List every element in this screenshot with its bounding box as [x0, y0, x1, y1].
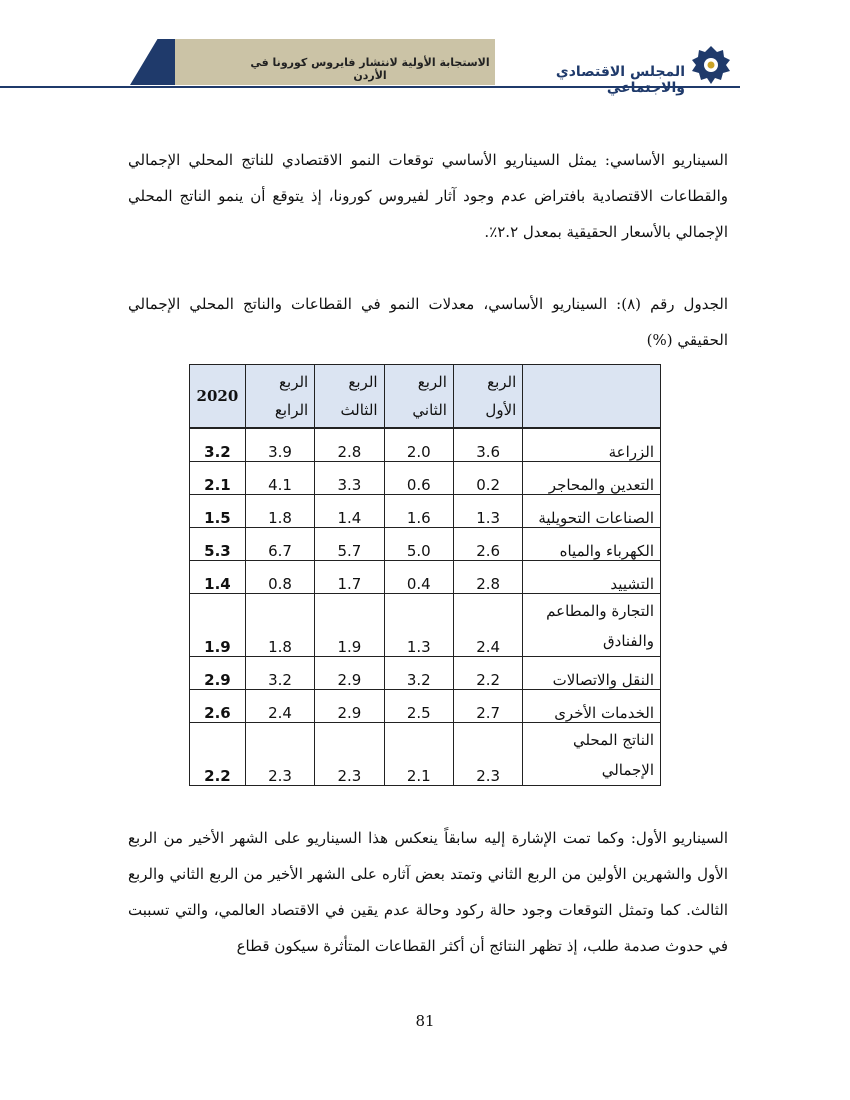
table-row — [190, 528, 661, 561]
q2-cell: 2.5 — [384, 690, 453, 723]
sector-cell: الخدمات الأخرى — [523, 690, 661, 723]
growth-rates-table — [189, 364, 661, 786]
q2-cell: 3.2 — [384, 657, 453, 690]
year-total-cell: 2.6 — [190, 690, 246, 723]
q3-cell: 3.3 — [315, 462, 384, 495]
q2-cell: 0.4 — [384, 561, 453, 594]
q1-cell: 2.6 — [453, 528, 522, 561]
q3-cell: 1.4 — [315, 495, 384, 528]
q2-cell: 0.6 — [384, 462, 453, 495]
sector-cell: الكهرباء والمياه — [523, 528, 661, 561]
sector-cell: النقل والاتصالات — [523, 657, 661, 690]
q1-cell: 3.6 — [453, 428, 522, 462]
sector-cell: التشييد — [523, 561, 661, 594]
q1-cell: 2.8 — [453, 561, 522, 594]
q2-cell: 1.3 — [384, 594, 453, 657]
q4-cell: 3.2 — [245, 657, 314, 690]
table-header-row — [190, 365, 661, 429]
q2-cell: 1.6 — [384, 495, 453, 528]
q4-cell: 2.3 — [245, 723, 314, 786]
header-q1: الربع الأول — [453, 365, 522, 429]
header-q2: الربع الثاني — [384, 365, 453, 429]
sector-cell: الزراعة — [523, 428, 661, 462]
year-total-cell: 5.3 — [190, 528, 246, 561]
year-total-cell: 1.9 — [190, 594, 246, 657]
baseline-scenario-paragraph: السيناريو الأساسي: يمثل السيناريو الأساسي توقعات النمو الاقتصادي للناتج المحلي الإجمالي والقطاعات الاقتصادية بافتراض عدم وجود آثار لفيروس كورونا، إذ يتوقع أن ينمو الناتج المحلي الإجمالي بالأسعار الحقيقية بمعدل ٢.٢٪. — [128, 151, 728, 241]
q1-cell: 1.3 — [453, 495, 522, 528]
table-row-gdp-total — [190, 723, 661, 786]
q4-cell: 1.8 — [245, 594, 314, 657]
q3-cell: 5.7 — [315, 528, 384, 561]
org-name: المجلس الاقتصادي والاجتماعي — [555, 64, 685, 96]
q4-cell: 0.8 — [245, 561, 314, 594]
table-row — [190, 428, 661, 462]
table-row — [190, 462, 661, 495]
q3-cell: 2.8 — [315, 428, 384, 462]
q1-cell: 2.7 — [453, 690, 522, 723]
sector-cell: التعدين والمحاجر — [523, 462, 661, 495]
q3-cell: 2.3 — [315, 723, 384, 786]
q1-cell: 0.2 — [453, 462, 522, 495]
page-header — [0, 0, 850, 100]
year-total-cell: 2.2 — [190, 723, 246, 786]
table-caption: الجدول رقم (٨): السيناريو الأساسي، معدلات النمو في القطاعات والناتج المحلي الإجمالي الحقيقي (%) — [128, 295, 728, 349]
report-title: الاستجابة الأولية لانتشار فايروس كورونا في الأردن — [250, 56, 490, 82]
table-row — [190, 495, 661, 528]
table-row — [190, 690, 661, 723]
first-scenario-paragraph: السيناريو الأول: وكما تمت الإشارة إليه سابقاً ينعكس هذا السيناريو على الشهر الأخير من الربع الأول والشهرين الأولين من الربع الثاني وتمتد بعض آثاره على الشهر الأخير من الربع الثاني والربع الثالث. كما وتمثل التوقعات وجود حالة ركود وحالة عدم يقين في الاقتصاد العالمي، والتي تسببت في حدوث صدمة طلب، إذ تظهر النتائج أن أكثر القطاعات المتأثرة سيكون قطاع — [128, 829, 728, 955]
q4-cell: 1.8 — [245, 495, 314, 528]
q4-cell: 4.1 — [245, 462, 314, 495]
q2-cell: 2.0 — [384, 428, 453, 462]
q2-cell: 2.1 — [384, 723, 453, 786]
page-number: 81 — [415, 1012, 435, 1030]
year-total-cell: 2.1 — [190, 462, 246, 495]
q1-cell: 2.4 — [453, 594, 522, 657]
q4-cell: 2.4 — [245, 690, 314, 723]
sector-cell: الصناعات التحويلية — [523, 495, 661, 528]
year-total-cell: 1.5 — [190, 495, 246, 528]
q3-cell: 1.9 — [315, 594, 384, 657]
q1-cell: 2.3 — [453, 723, 522, 786]
table-row — [190, 561, 661, 594]
header-q3: الربع الثالث — [315, 365, 384, 429]
year-total-cell: 2.9 — [190, 657, 246, 690]
sector-cell: الناتج المحلي الإجمالي — [523, 723, 661, 786]
q3-cell: 2.9 — [315, 657, 384, 690]
year-total-cell: 3.2 — [190, 428, 246, 462]
council-logo-icon — [690, 44, 732, 86]
year-total-cell: 1.4 — [190, 561, 246, 594]
table-row — [190, 657, 661, 690]
q3-cell: 2.9 — [315, 690, 384, 723]
table-row — [190, 594, 661, 657]
sector-cell: التجارة والمطاعم والفنادق — [523, 594, 661, 657]
q1-cell: 2.2 — [453, 657, 522, 690]
header-year: 2020 — [190, 365, 246, 429]
q4-cell: 3.9 — [245, 428, 314, 462]
header-sector — [523, 365, 661, 429]
q4-cell: 6.7 — [245, 528, 314, 561]
header-q4: الربع الرابع — [245, 365, 314, 429]
q2-cell: 5.0 — [384, 528, 453, 561]
q3-cell: 1.7 — [315, 561, 384, 594]
